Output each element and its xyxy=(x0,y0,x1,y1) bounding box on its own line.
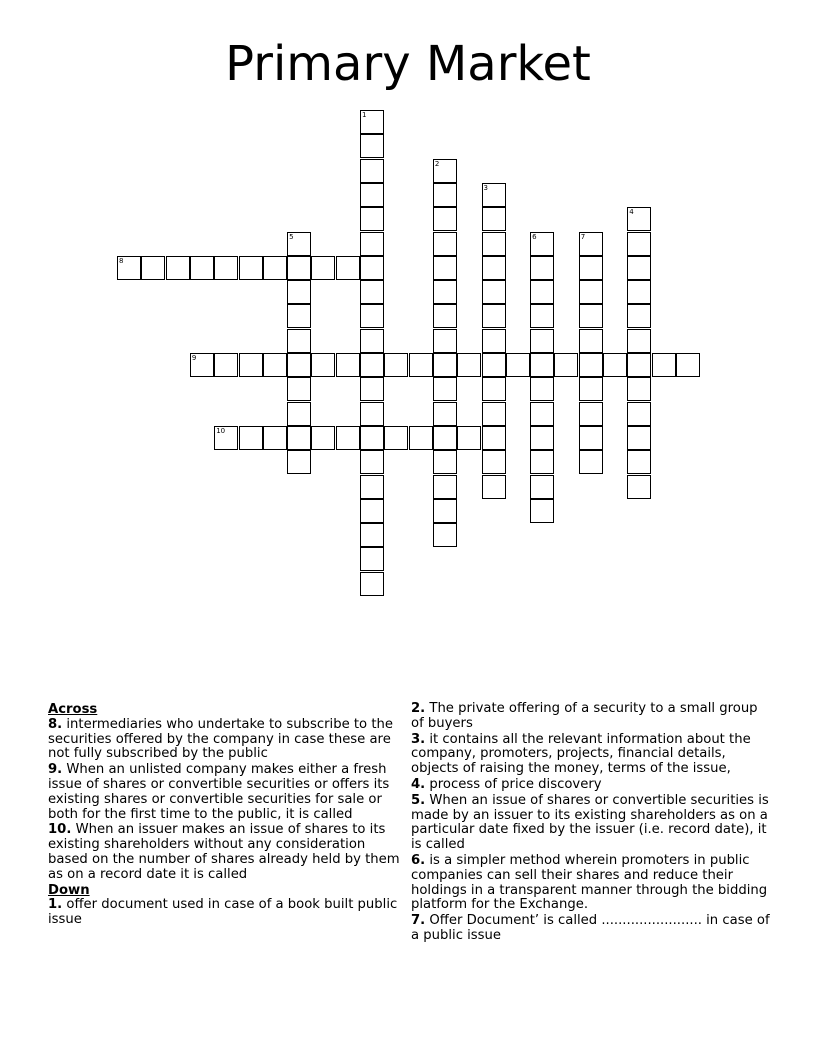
grid-cell[interactable] xyxy=(579,304,603,328)
grid-cell[interactable] xyxy=(360,402,384,426)
grid-cell[interactable] xyxy=(482,475,506,499)
grid-cell[interactable] xyxy=(409,353,433,377)
grid-cell[interactable] xyxy=(311,353,335,377)
grid-cell[interactable] xyxy=(360,329,384,353)
grid-cell[interactable] xyxy=(360,159,384,183)
grid-cell[interactable] xyxy=(263,426,287,450)
grid-cell[interactable] xyxy=(457,353,481,377)
grid-cell[interactable] xyxy=(530,329,554,353)
grid-cell[interactable] xyxy=(239,256,263,280)
clue-number: 1. xyxy=(48,897,63,913)
clue-down-2 xyxy=(411,702,771,732)
grid-cell[interactable] xyxy=(360,232,384,256)
grid-cell[interactable] xyxy=(482,402,506,426)
grid-cell[interactable] xyxy=(627,207,651,231)
clue-text: When an issue of shares or convertible securities is made by an issuer to its existing shareholders as on a particular date fixed by the issuer (i.e. record date), it is called xyxy=(411,792,769,853)
cell-number: 5 xyxy=(289,232,294,241)
grid-cell[interactable] xyxy=(360,207,384,231)
clue-number: 4. xyxy=(411,776,426,792)
grid-cell[interactable] xyxy=(579,402,603,426)
grid-cell[interactable] xyxy=(433,207,457,231)
grid-cell[interactable] xyxy=(482,183,506,207)
grid-cell[interactable] xyxy=(190,353,214,377)
grid-cell[interactable] xyxy=(554,353,578,377)
grid-cell[interactable] xyxy=(627,256,651,280)
grid-cell[interactable] xyxy=(336,426,360,450)
grid-cell[interactable] xyxy=(579,256,603,280)
grid-cell[interactable] xyxy=(287,377,311,401)
grid-cell[interactable] xyxy=(530,353,554,377)
grid-cell[interactable] xyxy=(190,256,214,280)
grid-cell[interactable] xyxy=(530,402,554,426)
grid-cell[interactable] xyxy=(603,353,627,377)
clue-number: 3. xyxy=(411,731,426,747)
grid-cell[interactable] xyxy=(360,377,384,401)
clue-number: 2. xyxy=(411,701,426,716)
grid-cell[interactable] xyxy=(482,207,506,231)
cell-number: 8 xyxy=(119,256,124,265)
clue-text: When an issuer makes an issue of shares to its existing shareholders without any consideration based on the number of shares already held by them as on a record date it is called xyxy=(48,822,400,882)
clue-down-4 xyxy=(411,778,771,793)
grid-cell[interactable] xyxy=(627,426,651,450)
grid-cell[interactable] xyxy=(433,450,457,474)
clue-text: is a simpler method wherein promoters in public companies can sell their shares and reduce their holdings in a transparent manner through the bidding platform for the Exchange. xyxy=(411,852,768,913)
grid-cell[interactable] xyxy=(360,134,384,158)
cell-number: 1 xyxy=(362,111,367,119)
grid-cell[interactable] xyxy=(627,475,651,499)
grid-cell[interactable] xyxy=(360,110,384,134)
grid-cell[interactable] xyxy=(141,256,165,280)
clue-down-3 xyxy=(411,733,771,777)
grid-cell[interactable] xyxy=(360,547,384,571)
clue-across-10 xyxy=(48,823,408,882)
grid-cell[interactable] xyxy=(433,159,457,183)
cell-number: 6 xyxy=(532,232,537,241)
clue-text: The private offering of a security to a small group of buyers xyxy=(411,701,758,731)
grid-cell[interactable] xyxy=(627,232,651,256)
grid-cell[interactable] xyxy=(117,256,141,280)
clue-down-6 xyxy=(411,854,771,913)
grid-cell[interactable] xyxy=(482,377,506,401)
grid-cell[interactable] xyxy=(433,475,457,499)
grid-cell[interactable] xyxy=(336,256,360,280)
grid-cell[interactable] xyxy=(360,572,384,596)
grid-cell[interactable] xyxy=(433,304,457,328)
grid-cell[interactable] xyxy=(287,232,311,256)
grid-cell[interactable] xyxy=(287,329,311,353)
clue-text: it contains all the relevant information about the company, promoters, projects, financial details, objects of raising the money, terms of the issue, xyxy=(411,731,751,777)
grid-cell[interactable] xyxy=(360,304,384,328)
grid-cell[interactable] xyxy=(482,232,506,256)
grid-cell[interactable] xyxy=(287,256,311,280)
grid-cell[interactable] xyxy=(433,232,457,256)
grid-cell[interactable] xyxy=(287,450,311,474)
grid-cell[interactable] xyxy=(433,499,457,523)
grid-cell[interactable] xyxy=(214,256,238,280)
grid-cell[interactable] xyxy=(336,353,360,377)
grid-cell[interactable] xyxy=(433,280,457,304)
cell-number: 9 xyxy=(191,354,197,362)
grid-cell[interactable] xyxy=(579,450,603,474)
grid-cell[interactable] xyxy=(482,329,506,353)
grid-cell[interactable] xyxy=(360,475,384,499)
clues-right-column xyxy=(411,702,771,945)
grid-cell[interactable] xyxy=(433,183,457,207)
grid-cell[interactable] xyxy=(482,256,506,280)
grid-cell[interactable] xyxy=(627,450,651,474)
clue-text: offer document used in case of a book built public issue xyxy=(48,897,398,928)
grid-cell[interactable] xyxy=(360,426,384,450)
cell-number: 7 xyxy=(580,232,586,241)
grid-cell[interactable] xyxy=(627,329,651,353)
cell-number: 2 xyxy=(434,159,440,168)
grid-cell[interactable] xyxy=(627,304,651,328)
clue-down-5 xyxy=(411,794,771,853)
grid-cell[interactable] xyxy=(239,353,263,377)
cell-number: 4 xyxy=(629,208,634,217)
clue-number: 6. xyxy=(411,852,426,868)
grid-cell[interactable] xyxy=(530,304,554,328)
grid-cell[interactable] xyxy=(579,232,603,256)
clue-number: 10. xyxy=(48,822,72,838)
clue-text: Offer Document’ is called ........................ in case of a public issue xyxy=(411,913,770,943)
clue-across-8 xyxy=(48,718,408,762)
grid-cell[interactable] xyxy=(482,426,506,450)
grid-cell[interactable] xyxy=(579,280,603,304)
clue-down-1 xyxy=(48,898,408,928)
clue-across-9 xyxy=(48,763,408,822)
grid-cell[interactable] xyxy=(627,353,651,377)
grid-cell[interactable] xyxy=(530,475,554,499)
grid-cell[interactable] xyxy=(214,426,238,450)
grid-cell[interactable] xyxy=(482,450,506,474)
clue-number: 9. xyxy=(48,762,63,778)
grid-cell[interactable] xyxy=(287,304,311,328)
grid-cell[interactable] xyxy=(360,280,384,304)
grid-cell[interactable] xyxy=(433,523,457,547)
grid-cell[interactable] xyxy=(433,402,457,426)
grid-cell[interactable] xyxy=(652,353,676,377)
grid-cell[interactable] xyxy=(287,353,311,377)
clue-number: 7. xyxy=(411,913,426,929)
grid-cell[interactable] xyxy=(360,450,384,474)
grid-cell[interactable] xyxy=(360,523,384,547)
grid-cell[interactable] xyxy=(530,499,554,523)
across-heading: Across xyxy=(48,702,98,717)
clue-text: When an unlisted company makes either a fresh issue of shares or convertible securities or offers its existing shares or convertible securities for sale or both for the first time to the public, it is called xyxy=(48,762,390,822)
clues-left-column xyxy=(48,702,408,929)
grid-cell[interactable] xyxy=(482,280,506,304)
clue-number: 8. xyxy=(48,716,63,732)
grid-cell[interactable] xyxy=(263,256,287,280)
clue-text: process of price discovery xyxy=(429,776,602,792)
grid-cell[interactable] xyxy=(482,353,506,377)
grid-cell[interactable] xyxy=(433,353,457,377)
grid-cell[interactable] xyxy=(360,256,384,280)
grid-cell[interactable] xyxy=(579,377,603,401)
grid-cell[interactable] xyxy=(214,353,238,377)
grid-cell[interactable] xyxy=(433,329,457,353)
grid-cell[interactable] xyxy=(530,450,554,474)
grid-cell[interactable] xyxy=(530,256,554,280)
grid-cell[interactable] xyxy=(530,280,554,304)
grid-cell[interactable] xyxy=(579,426,603,450)
clue-down-7 xyxy=(411,914,771,944)
grid-cell[interactable] xyxy=(311,426,335,450)
grid-cell[interactable] xyxy=(627,377,651,401)
grid-cell[interactable] xyxy=(384,353,408,377)
puzzle-title: Primary Market xyxy=(225,36,591,92)
grid-cell[interactable] xyxy=(360,183,384,207)
grid-cell[interactable] xyxy=(579,329,603,353)
grid-cell[interactable] xyxy=(530,426,554,450)
grid-cell[interactable] xyxy=(482,304,506,328)
down-heading: Down xyxy=(48,882,90,898)
grid-cell[interactable] xyxy=(627,402,651,426)
grid-cell[interactable] xyxy=(506,353,530,377)
grid-cell[interactable] xyxy=(433,377,457,401)
grid-cell[interactable] xyxy=(311,256,335,280)
grid-cell[interactable] xyxy=(627,280,651,304)
grid-cell[interactable] xyxy=(530,377,554,401)
grid-cell[interactable] xyxy=(676,353,700,377)
grid-cell[interactable] xyxy=(287,402,311,426)
grid-cell[interactable] xyxy=(433,256,457,280)
cell-number: 3 xyxy=(483,183,488,192)
grid-cell[interactable] xyxy=(384,426,408,450)
grid-cell[interactable] xyxy=(360,499,384,523)
grid-cell[interactable] xyxy=(263,353,287,377)
grid-cell[interactable] xyxy=(239,426,263,450)
grid-cell[interactable] xyxy=(433,426,457,450)
grid-cell[interactable] xyxy=(579,353,603,377)
clue-text: intermediaries who undertake to subscribe to the securities offered by the company in case these are not fully subscribed by the public xyxy=(48,716,393,762)
grid-cell[interactable] xyxy=(287,280,311,304)
cell-number: 10 xyxy=(216,426,226,435)
grid-cell[interactable] xyxy=(530,232,554,256)
grid-cell[interactable] xyxy=(166,256,190,280)
clue-number: 5. xyxy=(411,792,426,808)
grid-cell[interactable] xyxy=(360,353,384,377)
grid-cell[interactable] xyxy=(287,426,311,450)
grid-cell[interactable] xyxy=(457,426,481,450)
grid-cell[interactable] xyxy=(409,426,433,450)
